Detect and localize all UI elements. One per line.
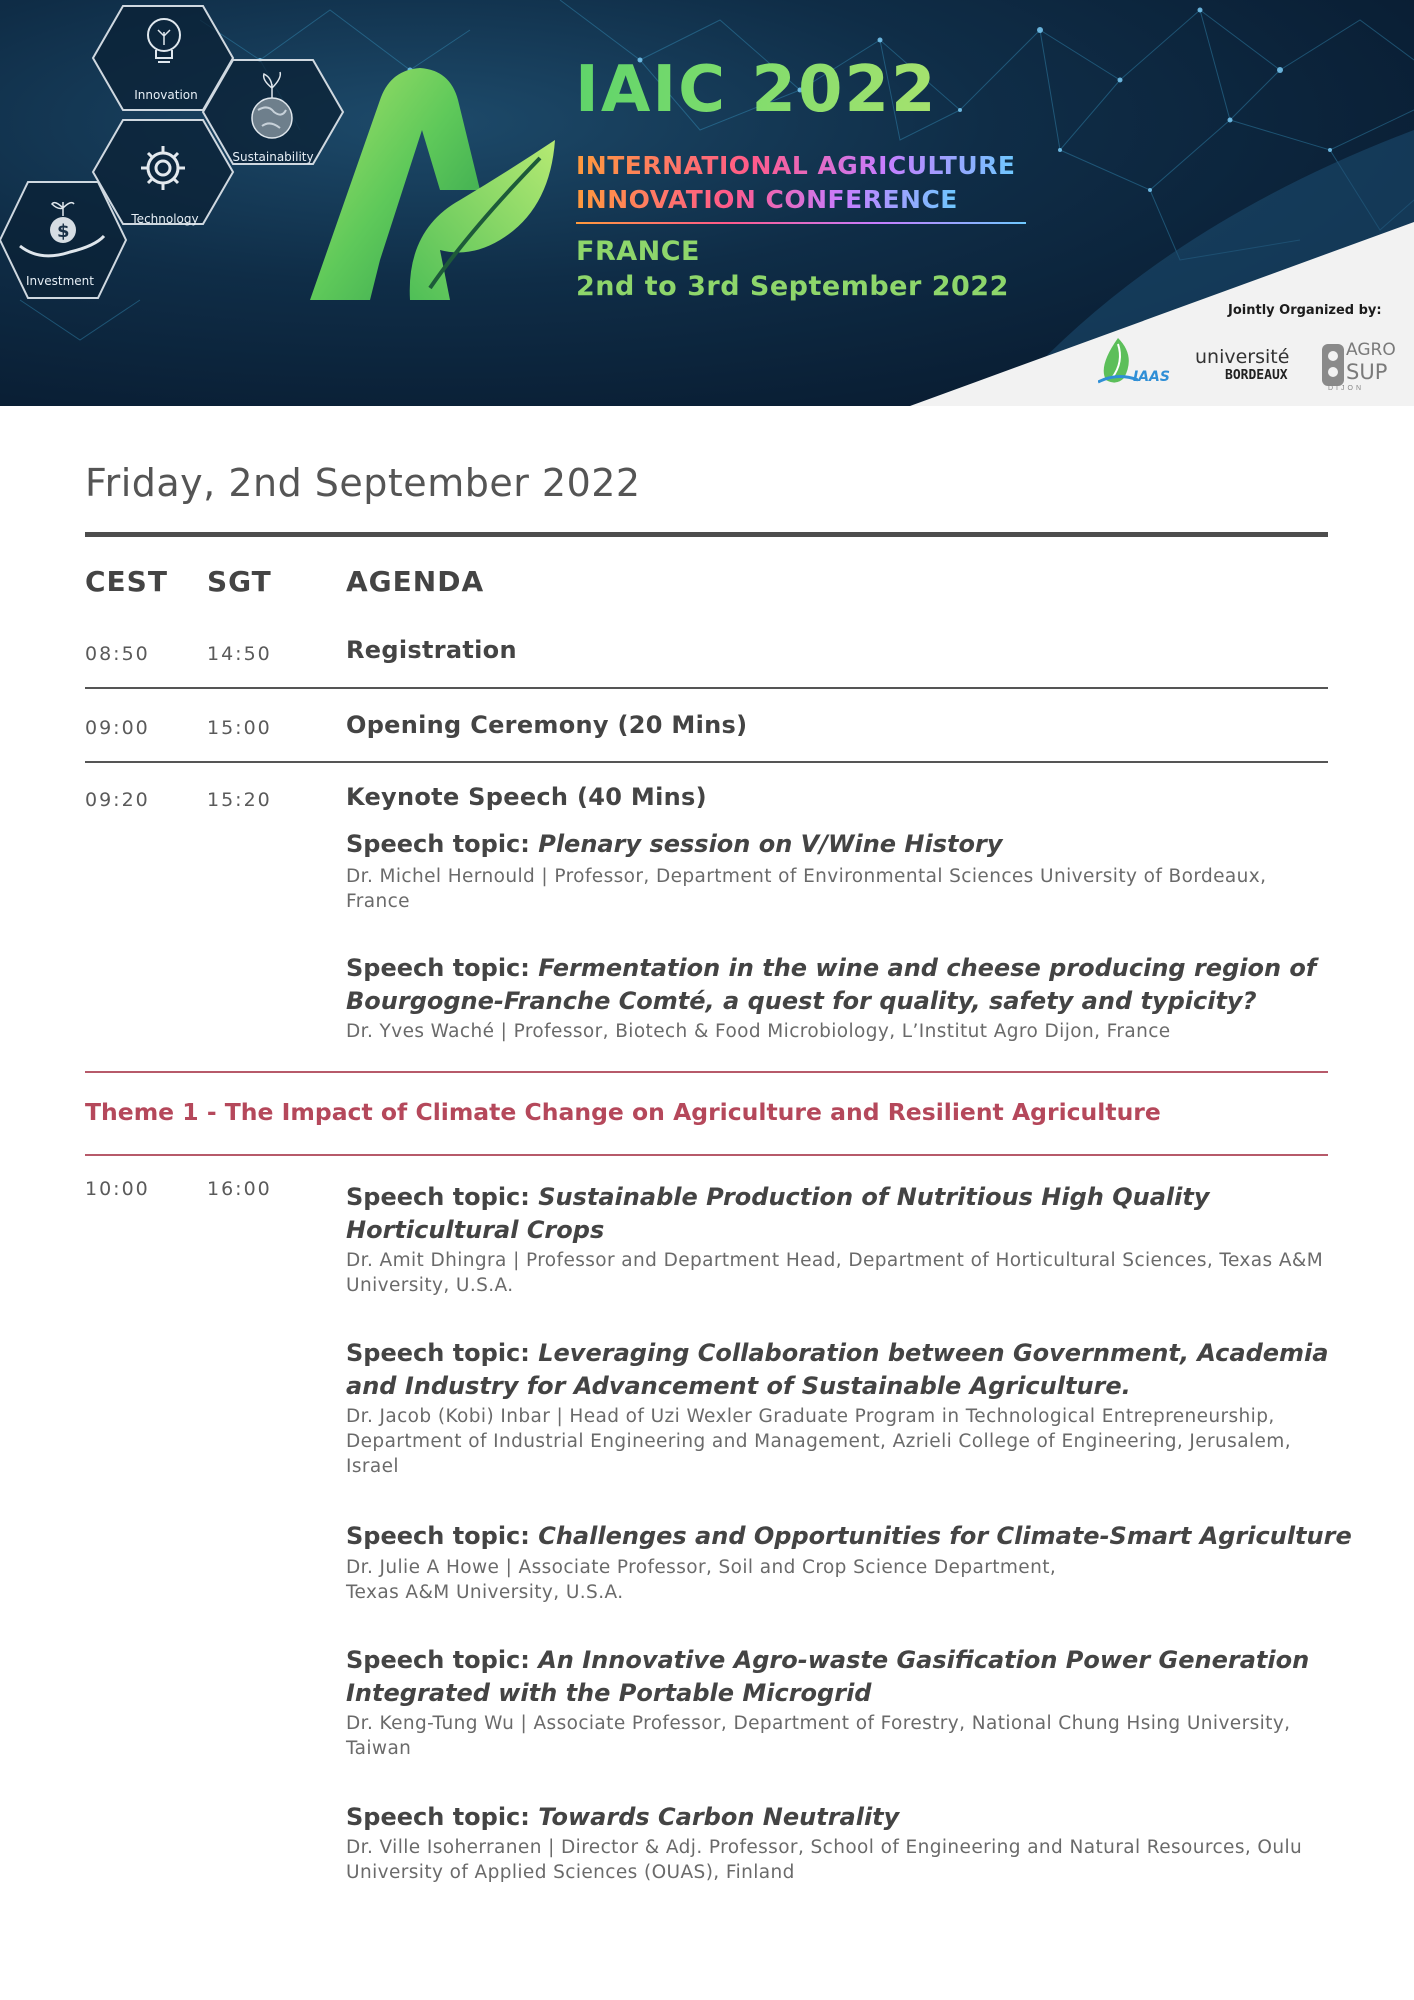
topic-prefix: Speech topic: xyxy=(346,1339,539,1367)
topic-title: Sustainable Production of Nutritious High Quality Horticultural Crops xyxy=(346,1183,1210,1244)
agrosup-logo-text-2: SUP xyxy=(1346,360,1388,384)
agenda-title: Registration xyxy=(346,636,517,664)
agrosup-logo-text-1: AGRO xyxy=(1346,340,1396,360)
topic-title: Challenges and Opportunities for Climate-Smart Agriculture xyxy=(538,1522,1352,1550)
iaas-logo-text: IAAS xyxy=(1133,369,1170,385)
speaker-info-line-2: Texas A&M University, U.S.A. xyxy=(346,1582,624,1603)
speaker-info: Dr. Jacob (Kobi) Inbar | Head of Uzi Wexler Graduate Program in Technological Entrepreneurship, Department of Industrial Engineering and Management, Azrieli College of Engineering, Jerusalem, Israel xyxy=(346,1406,1291,1477)
hex-label-technology: Technology xyxy=(131,212,199,226)
bordeaux-logo-text-2: BORDEAUX xyxy=(1225,368,1288,383)
conference-dates: 2nd to 3rd September 2022 xyxy=(576,271,1009,302)
speech-topic xyxy=(346,1801,1336,1834)
topic-title: Towards Carbon Neutrality xyxy=(538,1803,900,1831)
row-divider xyxy=(85,687,1328,689)
agenda-title: Keynote Speech (40 Mins) xyxy=(346,783,707,811)
svg-text:$: $ xyxy=(57,221,70,242)
topic-title: An Innovative Agro-waste Gasification Power Generation Integrated with the Portable Microgrid xyxy=(346,1646,1310,1707)
conference-subtitle-2: INNOVATION CONFERENCE xyxy=(576,185,958,214)
row-divider xyxy=(85,761,1328,763)
speaker-info xyxy=(346,1555,1336,1605)
col-header-cest: CEST xyxy=(85,565,168,598)
conference-subtitle-1: INTERNATIONAL AGRICULTURE xyxy=(576,151,1016,180)
time-sgt: 14:50 xyxy=(207,643,272,665)
topic-title: Leveraging Collaboration between Government, Academia and Industry for Advancement of Sustainable Agriculture. xyxy=(346,1339,1329,1400)
speech-topic xyxy=(346,1337,1336,1403)
hex-label-innovation: Innovation xyxy=(134,88,198,102)
topic-prefix: Speech topic: xyxy=(346,954,539,982)
speaker-info-line-1: Dr. Julie A Howe | Associate Professor, Soil and Crop Science Department, xyxy=(346,1557,1057,1578)
title-rule xyxy=(85,532,1328,537)
topic-title: Plenary session on V/Wine History xyxy=(538,830,1003,858)
time-sgt: 16:00 xyxy=(207,1178,272,1200)
bordeaux-logo-text-1: université xyxy=(1195,346,1290,368)
topic-prefix: Speech topic: xyxy=(346,1522,539,1550)
theme-divider-bottom xyxy=(85,1154,1328,1156)
hex-label-sustainability: Sustainability xyxy=(232,150,314,164)
organizers-label: Jointly Organized by: xyxy=(1228,303,1382,318)
col-header-sgt: SGT xyxy=(207,565,272,598)
theme-divider-top xyxy=(85,1071,1328,1073)
conference-title: IAIC 2022 xyxy=(575,53,938,127)
time-cest: 09:00 xyxy=(85,717,150,739)
speech-topic xyxy=(346,1520,1356,1553)
day-title: Friday, 2nd September 2022 xyxy=(85,461,641,505)
speaker-info: Dr. Yves Waché | Professor, Biotech & Food Microbiology, L’Institut Agro Dijon, France xyxy=(346,1021,1171,1042)
topic-title: Fermentation in the wine and cheese producing region of Bourgogne-Franche Comté, a quest for quality, safety and typicity? xyxy=(346,954,1317,1015)
conference-logo-a xyxy=(310,60,570,310)
theme-title: Theme 1 - The Impact of Climate Change on Agriculture and Resilient Agriculture xyxy=(85,1098,1161,1126)
conference-banner xyxy=(0,0,1414,406)
speaker-info: Dr. Ville Isoherranen | Director & Adj. Professor, School of Engineering and Natural Resources, Oulu University of Applied Sciences (OUAS), Finland xyxy=(346,1837,1303,1883)
iaas-logo-icon xyxy=(1098,336,1138,386)
speaker-info: Dr. Amit Dhingra | Professor and Department Head, Department of Horticultural Sciences, Texas A&M University, U.S.A. xyxy=(346,1250,1324,1296)
speech-topic xyxy=(346,1181,1326,1247)
hex-label-investment: Investment xyxy=(26,274,94,288)
conference-country: FRANCE xyxy=(576,236,700,267)
time-cest: 08:50 xyxy=(85,643,150,665)
time-sgt: 15:20 xyxy=(207,789,272,811)
time-cest: 10:00 xyxy=(85,1178,150,1200)
speaker-info: Dr. Keng-Tung Wu | Associate Professor, Department of Forestry, National Chung Hsing University, Taiwan xyxy=(346,1713,1291,1759)
topic-prefix: Speech topic: xyxy=(346,830,539,858)
hex-technology xyxy=(93,120,233,224)
agrosup-logo-text-3: DIJON xyxy=(1328,385,1364,392)
title-divider xyxy=(576,222,1026,224)
speech-topic xyxy=(346,1644,1346,1710)
time-sgt: 15:00 xyxy=(207,717,272,739)
time-cest: 09:20 xyxy=(85,789,150,811)
speech-topic xyxy=(346,828,1336,861)
topic-prefix: Speech topic: xyxy=(346,1646,539,1674)
topic-prefix: Speech topic: xyxy=(346,1803,539,1831)
col-header-agenda: AGENDA xyxy=(346,565,485,598)
speech-topic xyxy=(346,952,1336,1018)
speaker-info: Dr. Michel Hernould | Professor, Department of Environmental Sciences University of Bordeaux, France xyxy=(346,866,1267,912)
agenda-title: Opening Ceremony (20 Mins) xyxy=(346,711,748,739)
topic-prefix: Speech topic: xyxy=(346,1183,539,1211)
